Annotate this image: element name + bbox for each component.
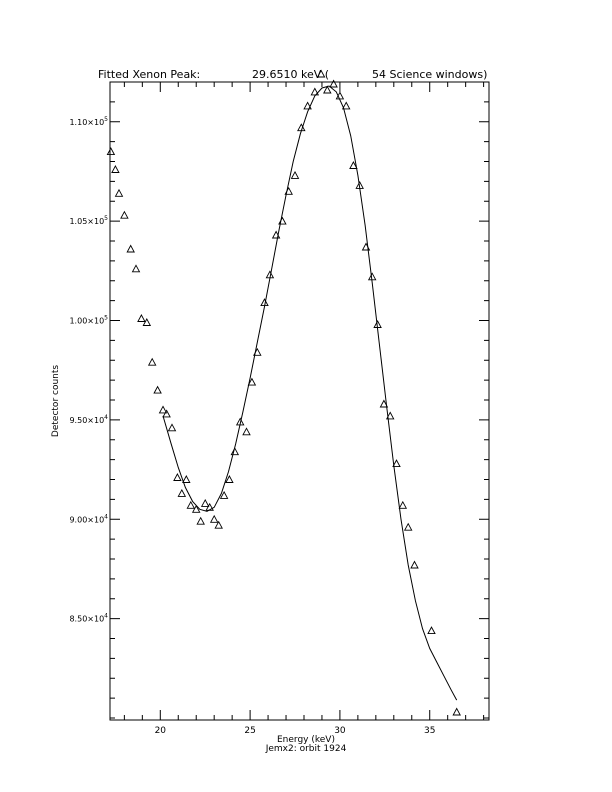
title-part-1: Fitted Xenon Peak: <box>98 68 201 81</box>
data-point <box>399 502 406 509</box>
plot-frame <box>110 82 489 720</box>
y-tick-label: $1.00\times 10^5$ <box>69 314 108 326</box>
data-point <box>405 524 412 531</box>
data-point <box>178 490 185 497</box>
axis-ticks <box>110 82 489 720</box>
data-point <box>202 500 209 507</box>
data-point <box>112 166 119 173</box>
data-point <box>197 518 204 525</box>
data-point <box>243 428 250 435</box>
data-points <box>107 71 460 716</box>
y-axis-label: Detector counts <box>51 364 61 438</box>
data-point <box>107 148 114 155</box>
x-tick-label: 30 <box>334 726 346 736</box>
data-point <box>133 265 140 272</box>
data-point <box>411 562 418 569</box>
data-point <box>163 410 170 417</box>
y-tick-label: $1.10\times 10^5$ <box>69 115 108 127</box>
x-tick-label: 20 <box>154 726 167 736</box>
fit-curve <box>163 86 457 700</box>
data-point <box>154 387 161 394</box>
data-point <box>149 359 156 366</box>
data-point <box>169 424 176 431</box>
data-point <box>453 709 460 716</box>
data-point <box>428 627 435 634</box>
x-tick-label: 25 <box>244 726 256 736</box>
x-tick-label: 35 <box>423 726 436 736</box>
data-point <box>127 246 134 253</box>
y-tick-label: $9.50\times 10^4$ <box>69 413 108 425</box>
data-point <box>292 172 299 179</box>
y-tick-label: $8.50\times 10^4$ <box>69 612 108 624</box>
data-point <box>138 315 145 322</box>
title-part-3: 54 Science windows) <box>372 68 488 81</box>
data-point <box>174 474 181 481</box>
data-point <box>121 212 128 219</box>
data-point <box>330 81 337 88</box>
title-part-2: 29.6510 keV ( <box>252 68 330 81</box>
subtitle: Jemx2: orbit 1924 <box>265 744 347 754</box>
x-axis-label: Energy (keV) <box>277 735 335 745</box>
data-point <box>116 190 123 197</box>
data-point <box>211 516 218 523</box>
y-tick-label: $9.00\times 10^4$ <box>69 513 108 525</box>
y-tick-labels <box>69 116 108 624</box>
data-point <box>183 476 190 483</box>
y-tick-label: $1.05\times 10^5$ <box>69 215 108 227</box>
